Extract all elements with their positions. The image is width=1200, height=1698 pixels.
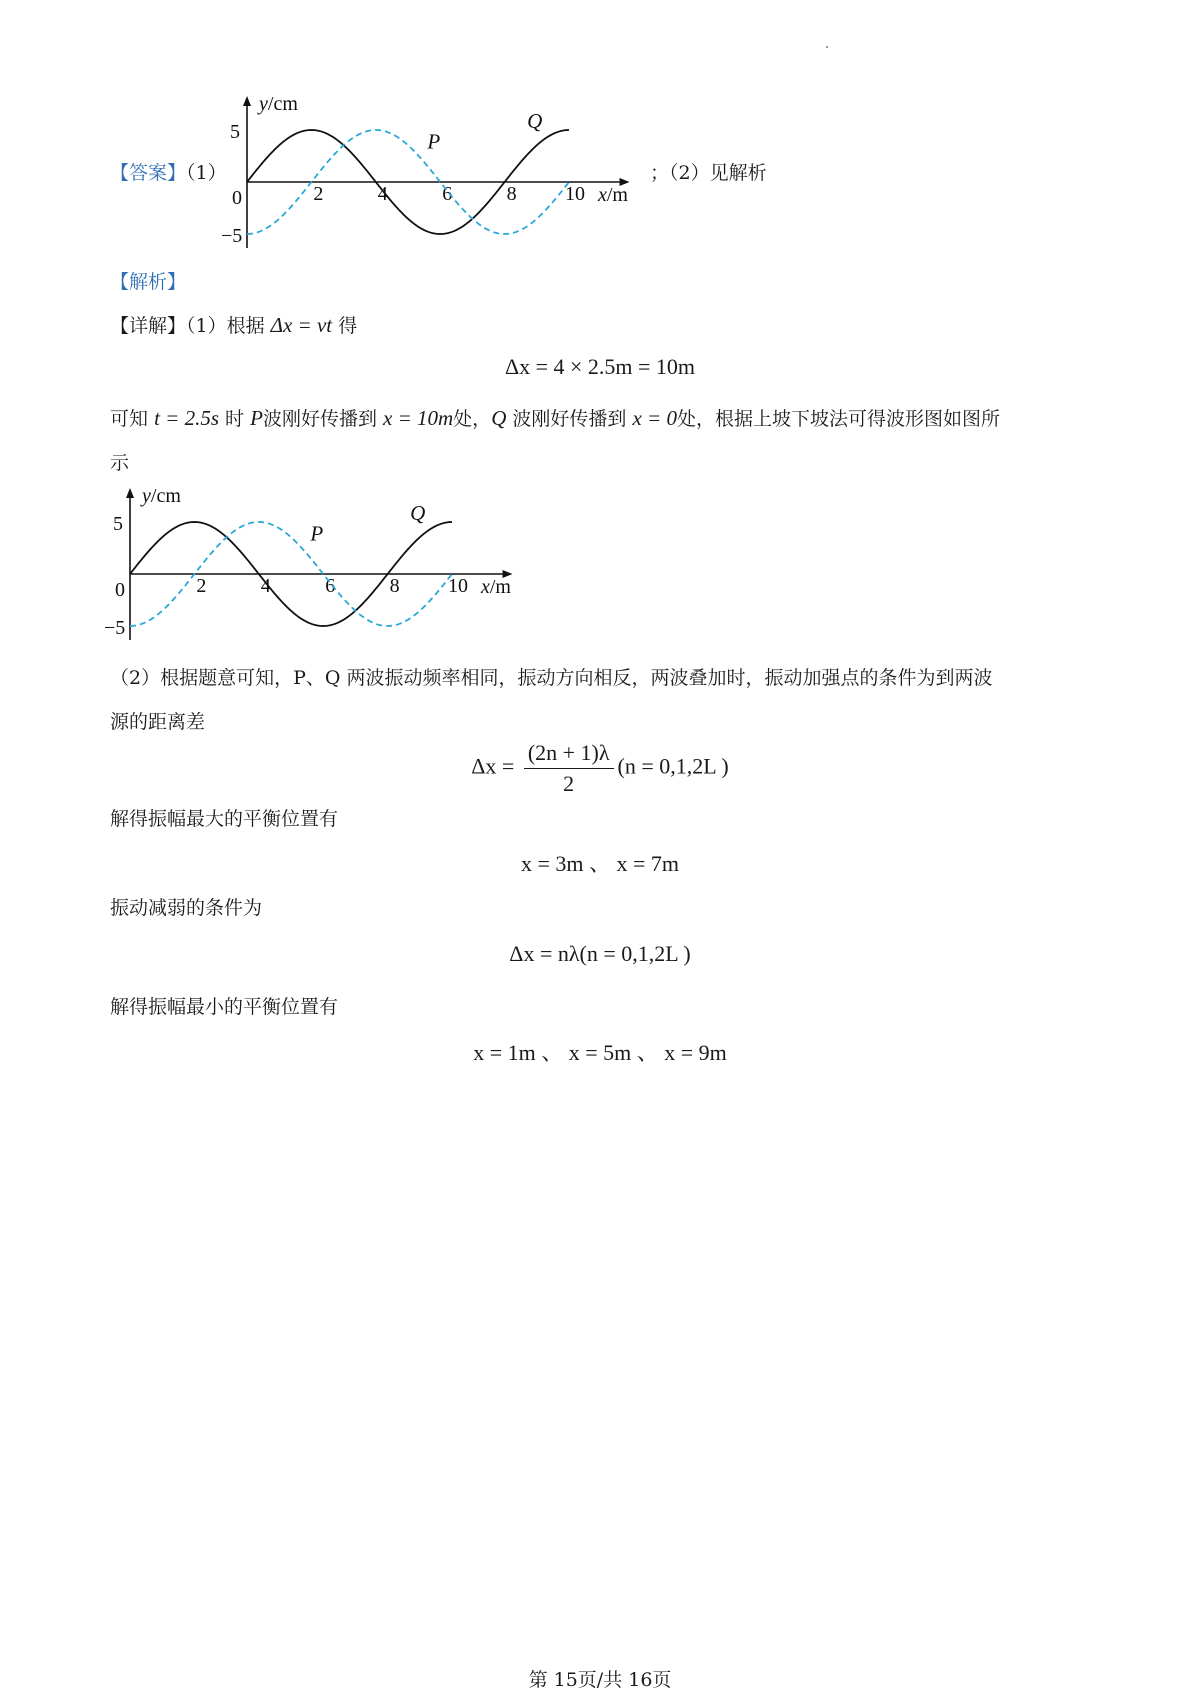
scan-dot <box>826 46 828 48</box>
x-tick-label: 4 <box>377 183 388 205</box>
para1-pos-q: x = 0 <box>632 406 677 430</box>
origin-label: 0 <box>232 187 242 209</box>
x-tick-label: 8 <box>389 575 400 597</box>
eq2-condition: (n = 0,1,2L ) <box>617 753 729 779</box>
answer-wave-chart <box>221 92 645 254</box>
equation-2 <box>0 740 1200 797</box>
detail-suffix: 得 <box>338 315 358 337</box>
paragraph-4: 振动减弱的条件为 <box>110 897 263 919</box>
series-label-P: P <box>427 129 441 154</box>
analysis-tag: 【解析】 <box>110 271 187 293</box>
y-tick-label: 5 <box>113 513 123 535</box>
para1-suffix-line1: 处，根据上坡下坡法可得波形图如图所 <box>676 408 1000 430</box>
eq2-lhs: Δx = <box>471 753 515 779</box>
answer-part1-prefix: （1） <box>186 162 227 184</box>
para1-mid2: 波刚好传播到 <box>262 408 377 430</box>
y-tick-label: −5 <box>221 225 243 247</box>
para1-p-label: P <box>250 406 263 430</box>
equation-1: Δx = 4 × 2.5m = 10m <box>504 354 696 379</box>
para1-prefix: 可知 <box>110 408 149 430</box>
x-axis-label: x/m <box>480 576 511 598</box>
para1-mid1: 时 <box>225 408 245 430</box>
para1-mid4: 波刚好传播到 <box>512 408 627 430</box>
x-tick-label: 4 <box>260 575 271 597</box>
para1-mid3: 处， <box>453 408 492 430</box>
answer-tag: 【答案】 <box>110 162 187 184</box>
x-tick-label: 6 <box>442 183 453 205</box>
paragraph-2 <box>110 656 1100 744</box>
eq2-numerator: (2n + 1)λ <box>524 740 614 769</box>
paragraph-5: 解得振幅最小的平衡位置有 <box>110 996 339 1018</box>
eq2-fraction <box>524 740 614 797</box>
series-label-Q: Q <box>527 109 543 133</box>
para2-line1: （2）根据题意可知，P、Q 两波振动频率相同，振动方向相反，两波叠加时，振动加强点的条件为到两波 <box>110 667 993 689</box>
para1-q-label: Q <box>491 406 507 430</box>
answer-line <box>110 158 227 185</box>
para1-suffix-line2: 示 <box>110 452 130 474</box>
analysis-wave-chart <box>104 484 528 646</box>
detail-tag: 【详解】 <box>110 315 187 337</box>
page-footer: 第 15页/共 16页 <box>528 1669 672 1691</box>
paragraph-3: 解得振幅最大的平衡位置有 <box>110 808 339 830</box>
x-tick-label: 6 <box>325 575 336 597</box>
x-tick-label: 8 <box>506 183 517 205</box>
y-axis-arrow <box>126 488 134 498</box>
x-axis-label: x/m <box>597 184 628 206</box>
x-tick-label: 2 <box>196 575 207 597</box>
equation-5: x = 1m 、 x = 5m 、 x = 9m <box>473 1040 727 1065</box>
answer-part2: ；（2）见解析 <box>650 162 767 184</box>
detail-line <box>110 310 1100 341</box>
eq2-denominator: 2 <box>563 771 575 796</box>
series-label-P: P <box>310 521 324 546</box>
y-tick-label: 5 <box>230 121 240 143</box>
y-axis-label: y/cm <box>259 93 298 115</box>
y-axis-label: y/cm <box>142 485 181 507</box>
equation-3: x = 3m 、 x = 7m <box>520 851 680 876</box>
equation-4: Δx = nλ(n = 0,1,2L ) <box>509 941 691 966</box>
para2-line2: 源的距离差 <box>110 711 206 733</box>
y-axis-arrow <box>243 96 251 106</box>
detail-formula: Δx = vt <box>270 313 333 337</box>
detail-intro: （1）根据 <box>186 315 265 337</box>
paragraph-1 <box>110 396 1100 485</box>
series-label-Q: Q <box>410 501 426 525</box>
para1-time: t = 2.5s <box>154 406 219 430</box>
y-tick-label: −5 <box>104 617 126 639</box>
x-tick-label: 10 <box>565 183 585 205</box>
x-tick-label: 2 <box>313 183 324 205</box>
x-tick-label: 10 <box>448 575 468 597</box>
para1-pos-p: x = 10m <box>383 406 454 430</box>
origin-label: 0 <box>115 579 125 601</box>
